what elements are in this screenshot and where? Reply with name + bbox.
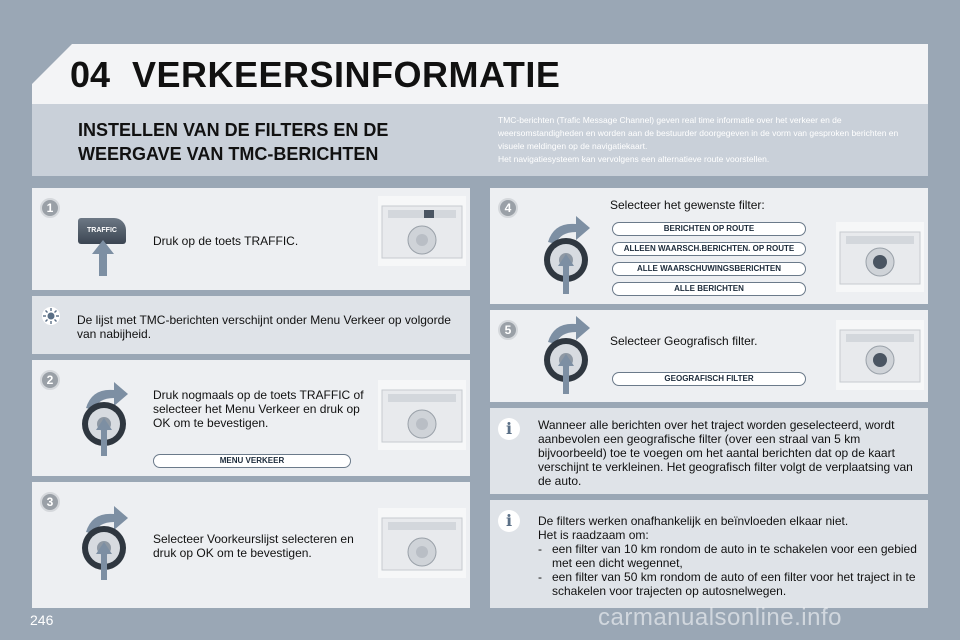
list-item: - een filter van 10 km rondom de auto in te schakelen voor een gebied met een dicht wegennet, [538, 542, 917, 570]
info-icon: i [498, 418, 520, 440]
step-number: 2 [40, 370, 60, 390]
radio-unit-image [378, 380, 466, 450]
list-item: - een filter van 50 km rondom de auto of een filter voor het traject in te schakelen voor trajecten op autosnelwegen. [538, 570, 916, 598]
step-number: 5 [498, 320, 518, 340]
radio-unit-image [378, 508, 466, 578]
info-line: De filters werken onafhankelijk en beïnvloeden elkaar niet. [538, 514, 849, 528]
filter-option[interactable]: BERICHTEN OP ROUTE [612, 222, 806, 236]
press-arrow-icon [92, 240, 114, 276]
rotary-knob-icon [532, 312, 602, 396]
info-icon: i [498, 510, 520, 532]
intro-paragraph: Het navigatiesysteem kan vervolgens een alternatieve route voorstellen. [498, 154, 770, 164]
filter-option[interactable]: ALLE WAARSCHUWINGSBERICHTEN [612, 262, 806, 276]
page-number: 246 [30, 612, 54, 628]
page-title: VERKEERSINFORMATIE [132, 54, 561, 95]
step-3-text: Selecteer Voorkeurslijst selecteren en druk op OK om te bevestigen. [153, 532, 354, 560]
rotary-knob-icon [70, 502, 140, 582]
sun-icon [40, 305, 62, 327]
rotary-knob-icon [70, 378, 140, 458]
geografisch-filter-option[interactable]: GEOGRAFISCH FILTER [612, 372, 806, 386]
step-number: 4 [498, 198, 518, 218]
radio-unit-image [836, 222, 924, 292]
menu-verkeer-option[interactable]: MENU VERKEER [153, 454, 351, 468]
info-line: Het is raadzaam om: [538, 528, 649, 542]
rotary-knob-icon [532, 212, 602, 296]
step-1-text: Druk op de toets TRAFFIC. [153, 234, 299, 248]
filter-option[interactable]: ALLEEN WAARSCH.BERICHTEN. OP ROUTE [612, 242, 806, 256]
info-text: Wanneer alle berichten over het traject worden geselecteerd, wordt aanbevolen een geografische filter (over een straal van 5 km bijvoorbeeld) toe te voegen om het aantal berichten dat op de kaart verschijnt te verkleinen. Het geografisch filter volgt de verplaatsing van de auto. [538, 418, 913, 488]
filter-option[interactable]: ALLE BERICHTEN [612, 282, 806, 296]
step-5-text: Selecteer Geografisch filter. [610, 334, 758, 348]
traffic-button[interactable]: TRAFFIC [78, 218, 126, 244]
info-text [538, 514, 918, 598]
watermark: carmanualsonline.info [598, 604, 842, 631]
intro-paragraph: TMC-berichten (Trafic Message Channel) geven real time informatie over het verkeer en de weersomstandigheden en worden aan de bestuurder doorgegeven in de vorm van gesproken berichten en visuele meldingen op de navigatiekaart. [498, 115, 899, 151]
info-list [538, 542, 918, 598]
step-2-text: Druk nogmaals op de toets TRAFFIC of selecteer het Menu Verkeer en druk op OK om te bevestigen. [153, 388, 364, 430]
step-4-text: Selecteer het gewenste filter: [610, 198, 765, 212]
step-number: 1 [40, 198, 60, 218]
radio-unit-image [836, 320, 924, 390]
step-number: 3 [40, 492, 60, 512]
tip-text: De lijst met TMC-berichten verschijnt onder Menu Verkeer op volgorde van nabijheid. [77, 313, 451, 341]
radio-unit-image [378, 196, 466, 266]
intro-text [498, 114, 918, 166]
section-title: INSTELLEN VAN DE FILTERS EN DE WEERGAVE VAN TMC-BERICHTEN [78, 120, 389, 164]
chapter-number: 04 [70, 54, 111, 95]
